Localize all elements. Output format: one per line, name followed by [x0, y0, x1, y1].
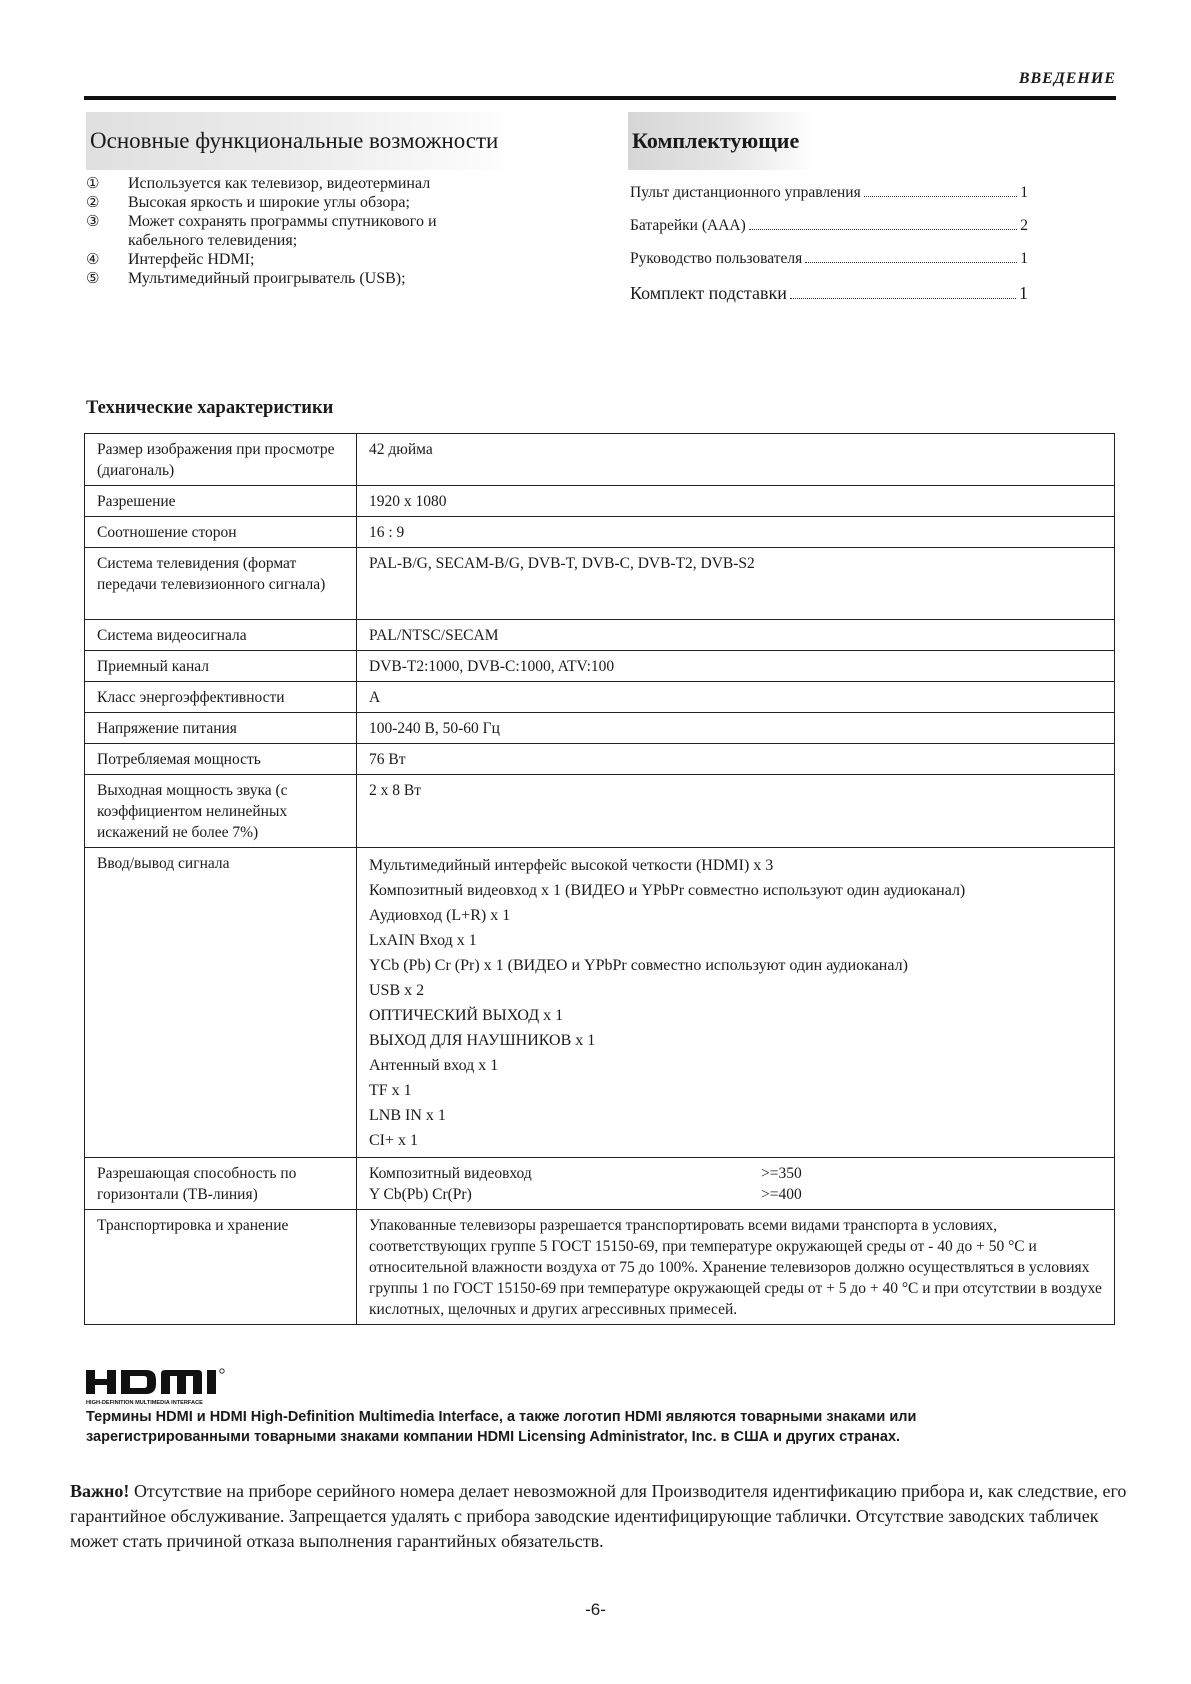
spec-value: 16 : 9	[357, 517, 1115, 548]
spec-value: A	[357, 682, 1115, 713]
specs-heading: Технические характеристики	[86, 398, 334, 418]
accessory-item	[630, 283, 1028, 316]
table-row	[85, 517, 1115, 548]
spec-param: Транспортировка и хранение	[85, 1210, 357, 1325]
hdmi-logo	[86, 1366, 262, 1411]
spec-param: Выходная мощность звука (с коэффициентом нелинейных искажений не более 7%)	[85, 775, 357, 848]
feature-number: ①	[86, 174, 100, 192]
io-line: Мультимедийный интерфейс высокой четкости (HDMI) x 3	[369, 857, 774, 874]
leader-dots	[864, 196, 1018, 197]
spec-param: Размер изображения при просмотре (диагональ)	[85, 434, 357, 486]
accessory-qty: 1	[1019, 283, 1028, 303]
feature-item	[86, 193, 526, 212]
accessories-heading: Комплектующие	[628, 112, 816, 170]
leader-dots	[749, 229, 1017, 230]
important-label: Важно!	[70, 1481, 130, 1501]
spec-param: Система видеосигнала	[85, 620, 357, 651]
leader-dots	[805, 262, 1017, 263]
important-text: Отсутствие на приборе серийного номера делает невозможной для Производителя идентификацию прибора и, как следствие, его гарантийное обслуживание. Запрещается удалять с прибора заводские идентифицирующие таблички. Отсутствие заводских табличек может стать причиной отказа выполнения гарантийных обязательств.	[70, 1481, 1127, 1551]
hdmi-logo-subtitle: HIGH-DEFINITION MULTIMEDIA INTERFACE	[86, 1400, 203, 1406]
table-row	[85, 486, 1115, 517]
feature-item	[86, 174, 526, 193]
accessory-qty: 1	[1020, 184, 1028, 201]
specs-table	[84, 433, 1115, 1325]
io-line: Композитный видеовход x 1 (ВИДЕО и YPbPr совместно используют один аудиоканал)	[369, 882, 966, 899]
accessory-qty: 1	[1020, 250, 1028, 267]
feature-number: ②	[86, 193, 100, 211]
table-row	[85, 434, 1115, 486]
important-notice	[70, 1479, 1130, 1554]
spec-value: 76 Вт	[357, 744, 1115, 775]
accessory-label: Комплект подставки	[630, 283, 787, 303]
spec-value	[357, 848, 1115, 1158]
hdmi-note-line: Термины HDMI и HDMI High-Definition Multimedia Interface, а также логотип HDMI являются товарными знаками или	[86, 1409, 917, 1425]
resolution-line	[369, 1163, 1102, 1184]
spec-value: 42 дюйма	[357, 434, 1115, 486]
accessories-list	[630, 184, 1028, 316]
table-row	[85, 682, 1115, 713]
spec-param: Разрешающая способность по горизонтали (ТВ-линия)	[85, 1158, 357, 1210]
spec-value	[357, 1158, 1115, 1210]
spec-param: Ввод/вывод сигнала	[85, 848, 357, 1158]
io-line: LxAIN Вход x 1	[369, 932, 477, 949]
table-row	[85, 1158, 1115, 1210]
features-list	[86, 174, 526, 288]
feature-item	[86, 212, 526, 250]
hdmi-note-line: зарегистрированными товарными знаками компании HDMI Licensing Administrator, Inc. в США и других странах.	[86, 1429, 901, 1445]
spec-param: Разрешение	[85, 486, 357, 517]
table-row	[85, 775, 1115, 848]
feature-number: ④	[86, 250, 100, 268]
feature-text: Высокая яркость и широкие углы обзора;	[128, 194, 410, 211]
feature-text: Мультимедийный проигрыватель (USB);	[128, 270, 406, 287]
feature-item	[86, 269, 526, 288]
feature-text-line: Может сохранять программы спутникового и	[128, 213, 437, 230]
spec-param: Приемный канал	[85, 651, 357, 682]
accessory-item	[630, 250, 1028, 283]
io-line: YCb (Pb) Cr (Pr) x 1 (ВИДЕО и YPbPr совместно используют один аудиоканал)	[369, 957, 908, 974]
table-row	[85, 548, 1115, 620]
spec-value: DVB-T2:1000, DVB-C:1000, ATV:100	[357, 651, 1115, 682]
table-row	[85, 744, 1115, 775]
spec-value: 1920 x 1080	[357, 486, 1115, 517]
spec-param: Потребляемая мощность	[85, 744, 357, 775]
accessory-label: Батарейки (AAA)	[630, 217, 746, 234]
table-row	[85, 651, 1115, 682]
spec-param: Соотношение сторон	[85, 517, 357, 548]
io-line: CI+ x 1	[369, 1132, 419, 1149]
resolution-label: Y Cb(Pb) Cr(Pr)	[369, 1186, 472, 1203]
feature-text-line: кабельного телевидения;	[128, 232, 298, 249]
io-line: Аудиовход (L+R) x 1	[369, 907, 511, 924]
spec-value: PAL/NTSC/SECAM	[357, 620, 1115, 651]
hdmi-logo-icon	[86, 1366, 262, 1406]
feature-text	[128, 212, 437, 250]
hdmi-trademark-note	[86, 1407, 1086, 1447]
table-row	[85, 713, 1115, 744]
spec-value: 2 x 8 Вт	[357, 775, 1115, 848]
spec-param: Класс энергоэффективности	[85, 682, 357, 713]
spec-param: Система телевидения (формат передачи телевизионного сигнала)	[85, 548, 357, 620]
resolution-line	[369, 1184, 1102, 1205]
page-header	[84, 70, 1116, 100]
io-line: Антенный вход x 1	[369, 1057, 499, 1074]
table-row	[85, 848, 1115, 1158]
spec-value: Упакованные телевизоры разрешается транспортировать всеми видами транспорта в условиях, соответствующих группе 5 ГОСТ 15150-69, при температуре окружающей среды от - 40 до + 50 °С и относительной влажности воздуха от 75 до 100%. Хранение телевизоров должно осуществляться в условиях группы 1 по ГОСТ 15150-69 при температуре окружающей среды от + 5 до + 40 °С и при отсутствии в воздухе кислотных, щелочных и других агрессивных примесей.	[357, 1210, 1115, 1325]
io-line: TF x 1	[369, 1082, 412, 1099]
feature-number: ⑤	[86, 269, 100, 287]
leader-dots	[790, 298, 1016, 299]
accessory-item	[630, 184, 1028, 217]
page-number: -6-	[585, 1600, 606, 1619]
features-heading: Основные функциональные возможности	[86, 112, 520, 170]
feature-item	[86, 250, 526, 269]
accessory-qty: 2	[1020, 217, 1028, 234]
io-line: ВЫХОД ДЛЯ НАУШНИКОВ x 1	[369, 1032, 596, 1049]
io-line: ОПТИЧЕСКИЙ ВЫХОД x 1	[369, 1007, 564, 1024]
spec-value: PAL-B/G, SECAM-B/G, DVB-T, DVB-C, DVB-T2, DVB-S2	[357, 548, 1115, 620]
accessory-label: Пульт дистанционного управления	[630, 184, 861, 201]
feature-text: Интерфейс HDMI;	[128, 251, 255, 268]
resolution-value: >=350	[761, 1165, 802, 1182]
io-line: LNB IN x 1	[369, 1107, 446, 1124]
feature-text: Используется как телевизор, видеотерминал	[128, 175, 431, 192]
spec-param: Напряжение питания	[85, 713, 357, 744]
accessory-label: Руководство пользователя	[630, 250, 803, 267]
section-title: ВВЕДЕНИЕ	[1018, 70, 1116, 87]
table-row	[85, 620, 1115, 651]
resolution-label: Композитный видеовход	[369, 1165, 532, 1182]
feature-number: ③	[86, 212, 100, 230]
table-row	[85, 1210, 1115, 1325]
io-line: USB x 2	[369, 982, 425, 999]
resolution-value: >=400	[761, 1186, 802, 1203]
accessory-item	[630, 217, 1028, 250]
spec-value: 100-240 В, 50-60 Гц	[357, 713, 1115, 744]
